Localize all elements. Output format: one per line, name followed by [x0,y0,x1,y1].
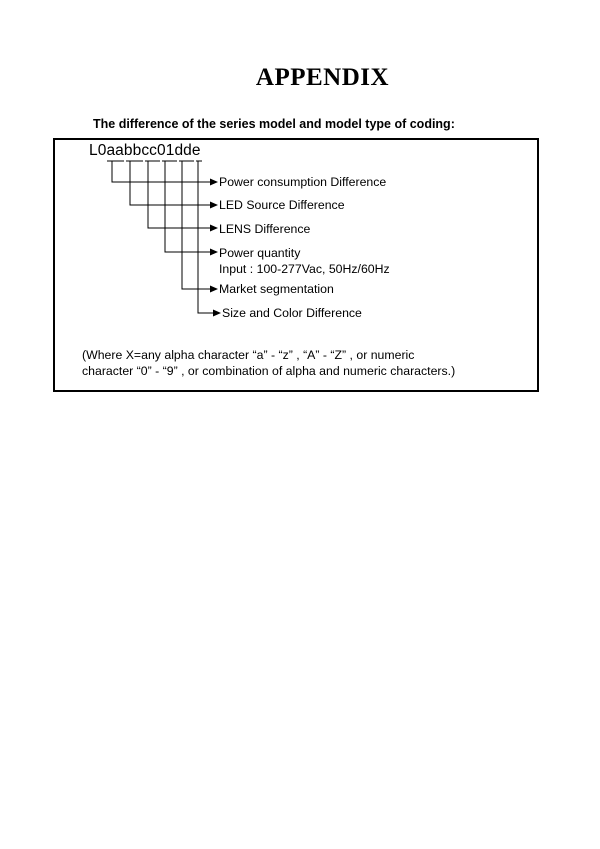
label-power-consumption: Power consumption Difference [219,175,387,189]
connector-01 [165,161,210,252]
arrowhead-01 [210,249,218,256]
model-code: L0aabbcc01dde [89,142,201,159]
note-line-1: (Where X=any alpha character “a” - “z” , “A” - “Z” , or numeric [82,348,415,362]
label-lens: LENS Difference [219,222,311,236]
label-size-color: Size and Color Difference [222,306,362,320]
arrowhead-cc [210,225,218,232]
arrowhead-bb [210,202,218,209]
label-market-segmentation: Market segmentation [219,282,334,296]
label-led-source: LED Source Difference [219,198,345,212]
arrowhead-e [213,310,221,317]
note-line-2: character “0” - “9” , or combination of alpha and numeric characters.) [82,364,456,378]
arrowhead-dd [210,286,218,293]
connector-cc [148,161,210,228]
arrowhead-aa [210,179,218,186]
label-power-quantity: Power quantity [219,246,301,260]
connector-dd [182,161,210,289]
connector-aa [112,161,210,182]
label-power-input-detail: Input : 100-277Vac, 50Hz/60Hz [219,262,390,276]
coding-description-heading: The difference of the series model and model type of coding: [93,117,455,131]
page-title: APPENDIX [255,64,390,91]
